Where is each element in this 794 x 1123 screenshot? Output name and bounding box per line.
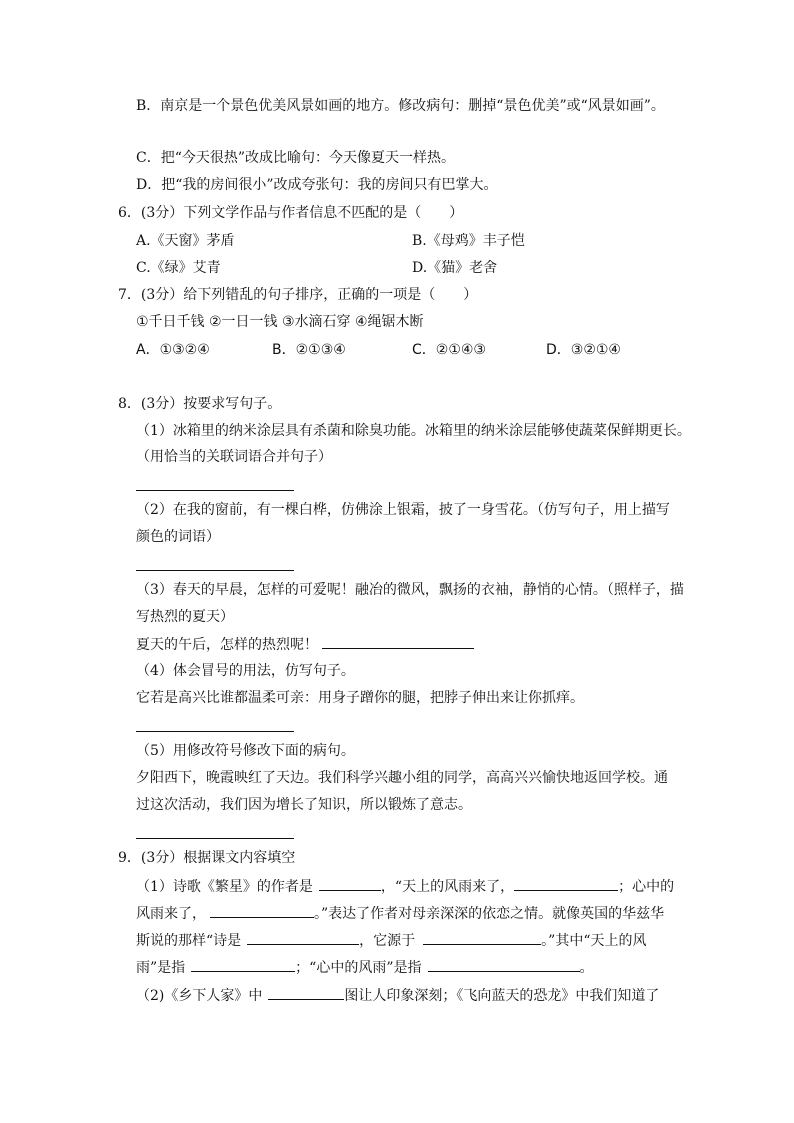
q9-line-2 bbox=[136, 903, 664, 923]
q9-blank-5[interactable] bbox=[423, 930, 541, 945]
q9-line-1-text-a: （1）诗歌《繁星》的作者是 bbox=[136, 879, 313, 895]
q9-line-3-text-c: 。”其中“天上的风 bbox=[541, 933, 647, 949]
q8-part2-answer-line[interactable] bbox=[136, 570, 294, 571]
q9-blank-2[interactable] bbox=[514, 876, 618, 891]
q9-blank-author[interactable] bbox=[319, 876, 381, 891]
q9-blank-8[interactable] bbox=[268, 985, 344, 1000]
q9-line-3-text-a: 斯说的那样“诗是 bbox=[136, 933, 242, 949]
q8-part1-instruction: （用恰当的关联词语合并句子） bbox=[136, 449, 332, 465]
q8-part5-sentence-2: 过这次活动，我们因为增长了知识，所以锻炼了意志。 bbox=[136, 797, 472, 813]
q8-part1-text: （1）冰箱里的纳米涂层具有杀菌和除臭功能。冰箱里的纳米涂层能够使蔬菜保鲜期更长。 bbox=[136, 423, 691, 439]
q8-part2-text: （2）在我的窗前，有一棵白桦，仿佛涂上银霜，披了一身雪花。（仿写句子，用上描写 bbox=[136, 502, 670, 518]
q8-part5-sentence-1: 夕阳西下，晚霞映红了天边。我们科学兴趣小组的同学，高高兴兴愉快地返回学校。通 bbox=[136, 770, 668, 786]
q5-option-b: B．南京是一个景色优美风景如画的地方。修改病句：删掉“景色优美”或“风景如画”。 bbox=[136, 98, 665, 114]
q9-line-2-text-b: 。”表达了作者对母亲深深的依恋之情。就像英国的华兹华 bbox=[314, 906, 665, 922]
q7-items: ①千日千钱 ②一日一钱 ③水滴石穿 ④绳锯木断 bbox=[136, 314, 424, 330]
q9-line-1-text-b: ，“天上的风雨来了， bbox=[380, 879, 515, 895]
q9-blank-3[interactable] bbox=[210, 903, 314, 918]
q9-line-5-text-b: 图让人印象深刻；《飞向蓝天的恐龙》中我们知道了 bbox=[344, 988, 660, 1004]
q8-part3-answer-blank[interactable] bbox=[322, 634, 474, 649]
q8-part5-answer-line[interactable] bbox=[136, 838, 294, 839]
q8-part3-prompt bbox=[136, 634, 474, 654]
q9-line-4-text-a: 雨”是指 bbox=[136, 960, 186, 976]
q9-blank-4[interactable] bbox=[247, 930, 359, 945]
q8-part2-instruction: 颜色的词语） bbox=[136, 529, 220, 545]
q9-line-1-text-c: ；心中的 bbox=[618, 879, 675, 895]
q7-option-c: C．②①④③ bbox=[412, 342, 486, 358]
q8-part4-text: （4）体会冒号的用法，仿写句子。 bbox=[136, 663, 355, 679]
q9-line-5 bbox=[136, 985, 659, 1005]
q9-line-4-text-b: ；“心中的风雨”是指 bbox=[295, 960, 422, 976]
q9-line-1 bbox=[136, 876, 674, 896]
q9-blank-6[interactable] bbox=[191, 957, 295, 972]
q8-part3-instruction: 写热烈的夏天） bbox=[136, 609, 234, 625]
q7-option-a: A．①③②④ bbox=[136, 342, 210, 358]
q6-option-d: D.《猫》老舍 bbox=[412, 260, 498, 276]
q9-line-3-text-b: ，它源于 bbox=[359, 933, 416, 949]
q8-part5-text: （5）用修改符号修改下面的病句。 bbox=[136, 743, 355, 759]
q9-blank-7[interactable] bbox=[428, 957, 580, 972]
q8-part3-text: （3）春天的早晨，怎样的可爱呢！融冶的微风，飘扬的衣袖，静悄的心情。（照样子，描 bbox=[136, 582, 684, 598]
q7-option-d: D．③②①④ bbox=[546, 342, 621, 358]
q9-line-5-text-a: （2)《乡下人家》中 bbox=[136, 988, 263, 1004]
q5-option-c: C．把“今天很热”改成比喻句：今天像夏天一样热。 bbox=[136, 150, 456, 166]
q8-part3-prompt-text: 夏天的午后，怎样的热烈呢！ bbox=[136, 637, 318, 653]
q8-part4-answer-line[interactable] bbox=[136, 731, 294, 732]
q7-stem: 7．(3分）给下列错乱的句子排序，正确的一项是（ ） bbox=[118, 287, 478, 303]
q8-part1-answer-line[interactable] bbox=[136, 490, 294, 491]
q6-stem: 6．(3分）下列文学作品与作者信息不匹配的是（ ） bbox=[118, 205, 464, 221]
q8-part4-example: 它若是高兴比谁都温柔可亲：用身子蹭你的腿，把脖子伸出来让你抓痒。 bbox=[136, 690, 584, 706]
q8-stem: 8．(3分）按要求写句子。 bbox=[118, 396, 282, 412]
q9-line-3 bbox=[136, 930, 647, 950]
q9-line-2-text-a: 风雨来了， bbox=[136, 906, 206, 922]
q6-option-a: A.《天窗》茅盾 bbox=[136, 233, 235, 249]
q9-stem: 9．(3分）根据课文内容填空 bbox=[118, 850, 296, 866]
q6-option-b: B.《母鸡》丰子恺 bbox=[412, 233, 525, 249]
q9-line-4-text-c: 。 bbox=[579, 960, 594, 976]
q5-option-d: D．把“我的房间很小”改成夸张句：我的房间只有巴掌大。 bbox=[136, 177, 498, 193]
q9-line-4 bbox=[136, 957, 594, 977]
q6-option-c: C.《绿》艾青 bbox=[136, 260, 221, 276]
q7-option-b: B．②①③④ bbox=[272, 342, 346, 358]
